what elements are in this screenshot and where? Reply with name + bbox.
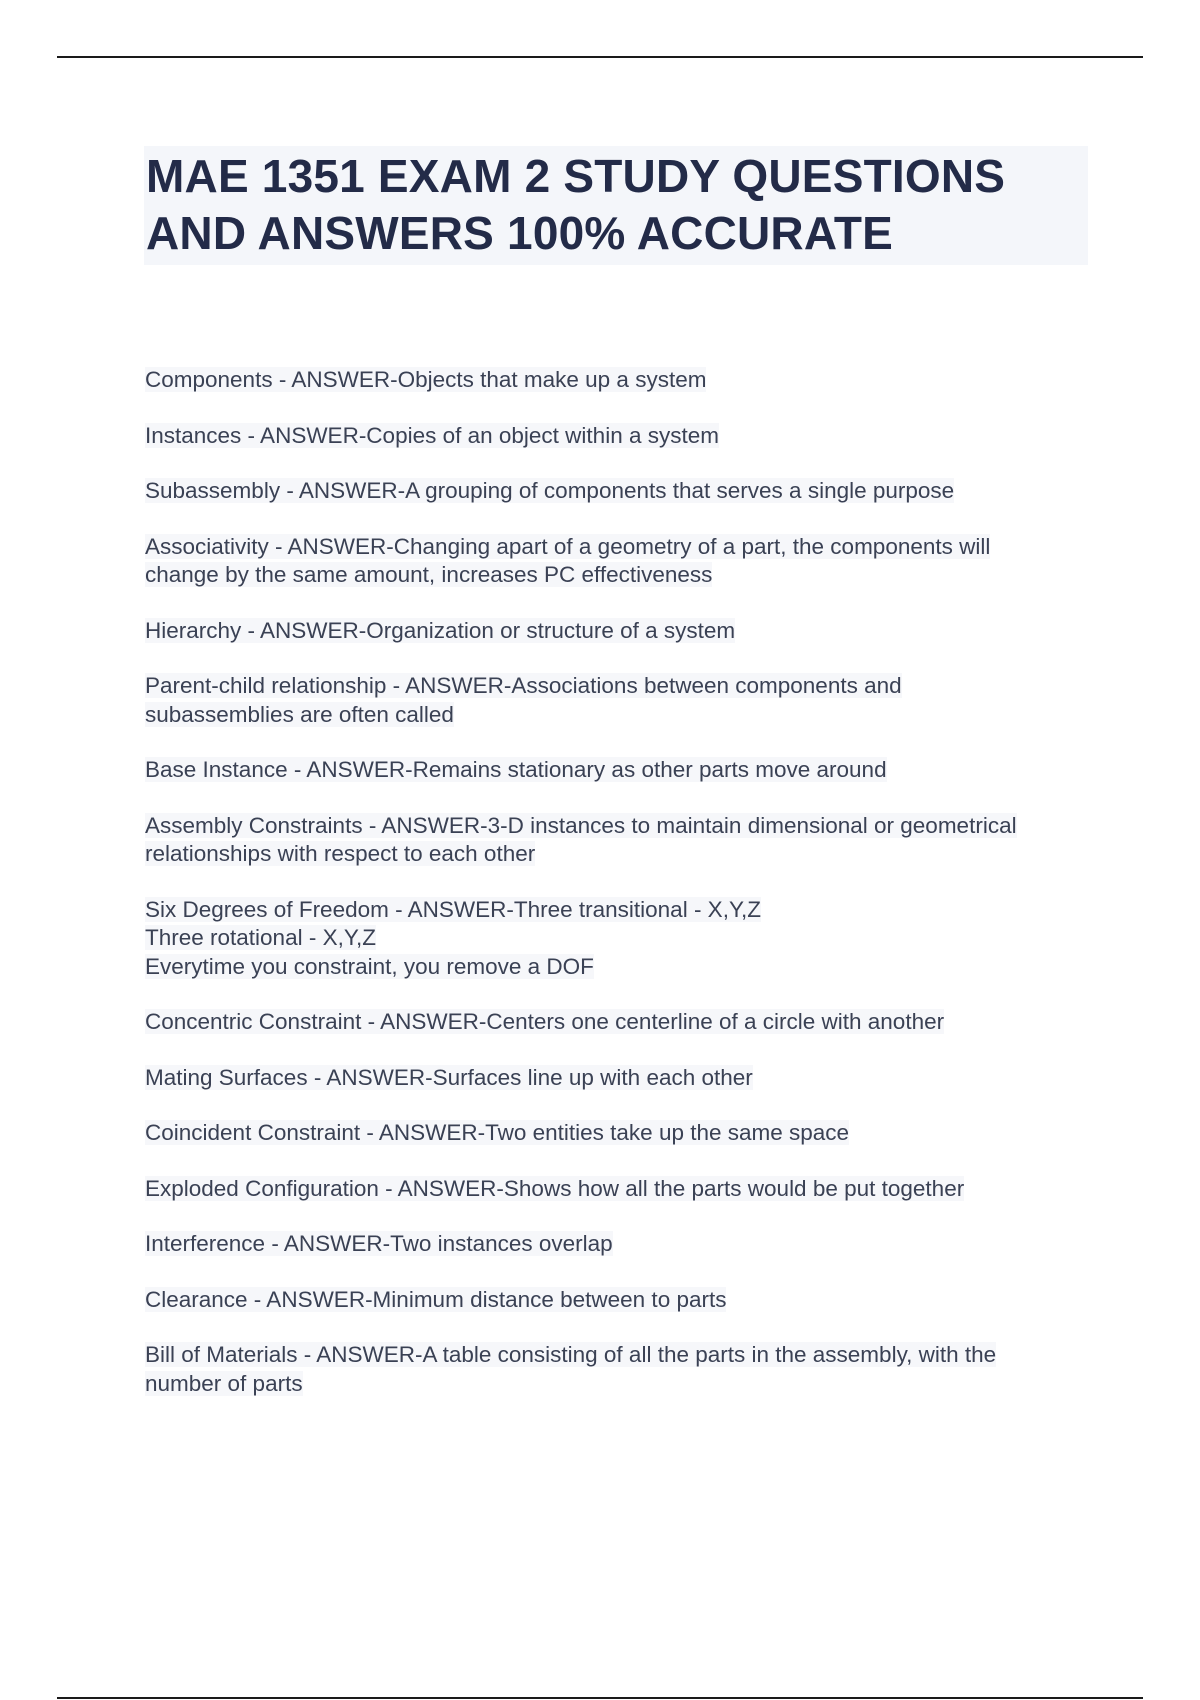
qa-line — [145, 812, 1095, 841]
qa-text: Six Degrees of Freedom - ANSWER-Three transitional - X,Y,Z — [145, 896, 762, 922]
qa-line — [145, 366, 1095, 395]
title-line-1: MAE 1351 EXAM 2 STUDY QUESTIONS — [146, 150, 1006, 202]
qa-text: Parent-child relationship - ANSWER-Associations between components and — [145, 673, 902, 698]
qa-text: relationships with respect to each other — [145, 841, 536, 866]
qa-list — [145, 366, 1095, 1425]
qa-text: Bill of Materials - ANSWER-A table consisting of all the parts in the assembly, with the — [145, 1342, 997, 1367]
qa-item — [145, 896, 1095, 982]
qa-text: Concentric Constraint - ANSWER-Centers one centerline of a circle with another — [145, 1009, 945, 1034]
qa-item — [145, 1008, 1095, 1037]
qa-line — [145, 533, 1095, 562]
qa-item — [145, 812, 1095, 869]
qa-text: Instances - ANSWER-Copies of an object within a system — [145, 422, 719, 448]
qa-line — [145, 1230, 1095, 1259]
qa-item — [145, 1064, 1095, 1093]
qa-line — [145, 422, 1095, 451]
qa-line — [145, 1008, 1095, 1037]
qa-line — [145, 672, 1095, 701]
qa-text: Subassembly - ANSWER-A grouping of components that serves a single purpose — [145, 478, 955, 503]
qa-item — [145, 1341, 1095, 1398]
title-line-2: AND ANSWERS 100% ACCURATE — [146, 207, 894, 259]
bottom-rule — [57, 1697, 1143, 1699]
qa-text: change by the same amount, increases PC effectiveness — [145, 562, 713, 587]
qa-text: Components - ANSWER-Objects that make up a system — [145, 367, 707, 392]
qa-text: Everytime you constraint, you remove a DOF — [145, 953, 594, 979]
qa-text: Coincident Constraint - ANSWER-Two entities take up the same space — [145, 1120, 850, 1145]
qa-text: Mating Surfaces - ANSWER-Surfaces line up with each other — [145, 1064, 753, 1090]
qa-text: number of parts — [145, 1370, 303, 1396]
qa-item — [145, 1175, 1095, 1204]
qa-text: Interference - ANSWER-Two instances overlap — [145, 1231, 613, 1256]
title-block — [144, 146, 1088, 265]
qa-line — [145, 561, 1095, 590]
top-rule — [57, 56, 1143, 58]
qa-line — [145, 1119, 1095, 1148]
qa-text: Hierarchy - ANSWER-Organization or structure of a system — [145, 617, 736, 643]
qa-text: Three rotational - X,Y,Z — [145, 925, 376, 950]
qa-line — [145, 896, 1095, 925]
qa-line — [145, 1341, 1095, 1370]
qa-item — [145, 672, 1095, 729]
qa-line — [145, 1370, 1095, 1399]
qa-text: Assembly Constraints - ANSWER-3-D instances to maintain dimensional or geometrical — [145, 812, 1017, 838]
qa-item — [145, 1230, 1095, 1259]
qa-item — [145, 756, 1095, 785]
qa-item — [145, 617, 1095, 646]
qa-text: subassemblies are often called — [145, 701, 454, 727]
qa-line — [145, 924, 1095, 953]
qa-text: Associativity - ANSWER-Changing apart of a geometry of a part, the components will — [145, 533, 991, 559]
qa-line — [145, 953, 1095, 982]
qa-text: Exploded Configuration - ANSWER-Shows how all the parts would be put together — [145, 1175, 965, 1201]
qa-text: Base Instance - ANSWER-Remains stationary as other parts move around — [145, 757, 887, 782]
qa-line — [145, 617, 1095, 646]
qa-text: Clearance - ANSWER-Minimum distance between to parts — [145, 1286, 727, 1312]
qa-item — [145, 422, 1095, 451]
qa-line — [145, 1286, 1095, 1315]
qa-item — [145, 1286, 1095, 1315]
qa-item — [145, 533, 1095, 590]
qa-line — [145, 1175, 1095, 1204]
qa-line — [145, 477, 1095, 506]
qa-item — [145, 366, 1095, 395]
qa-item — [145, 1119, 1095, 1148]
qa-line — [145, 840, 1095, 869]
qa-item — [145, 477, 1095, 506]
document-title — [146, 148, 1088, 262]
qa-line — [145, 1064, 1095, 1093]
qa-line — [145, 756, 1095, 785]
qa-line — [145, 701, 1095, 730]
